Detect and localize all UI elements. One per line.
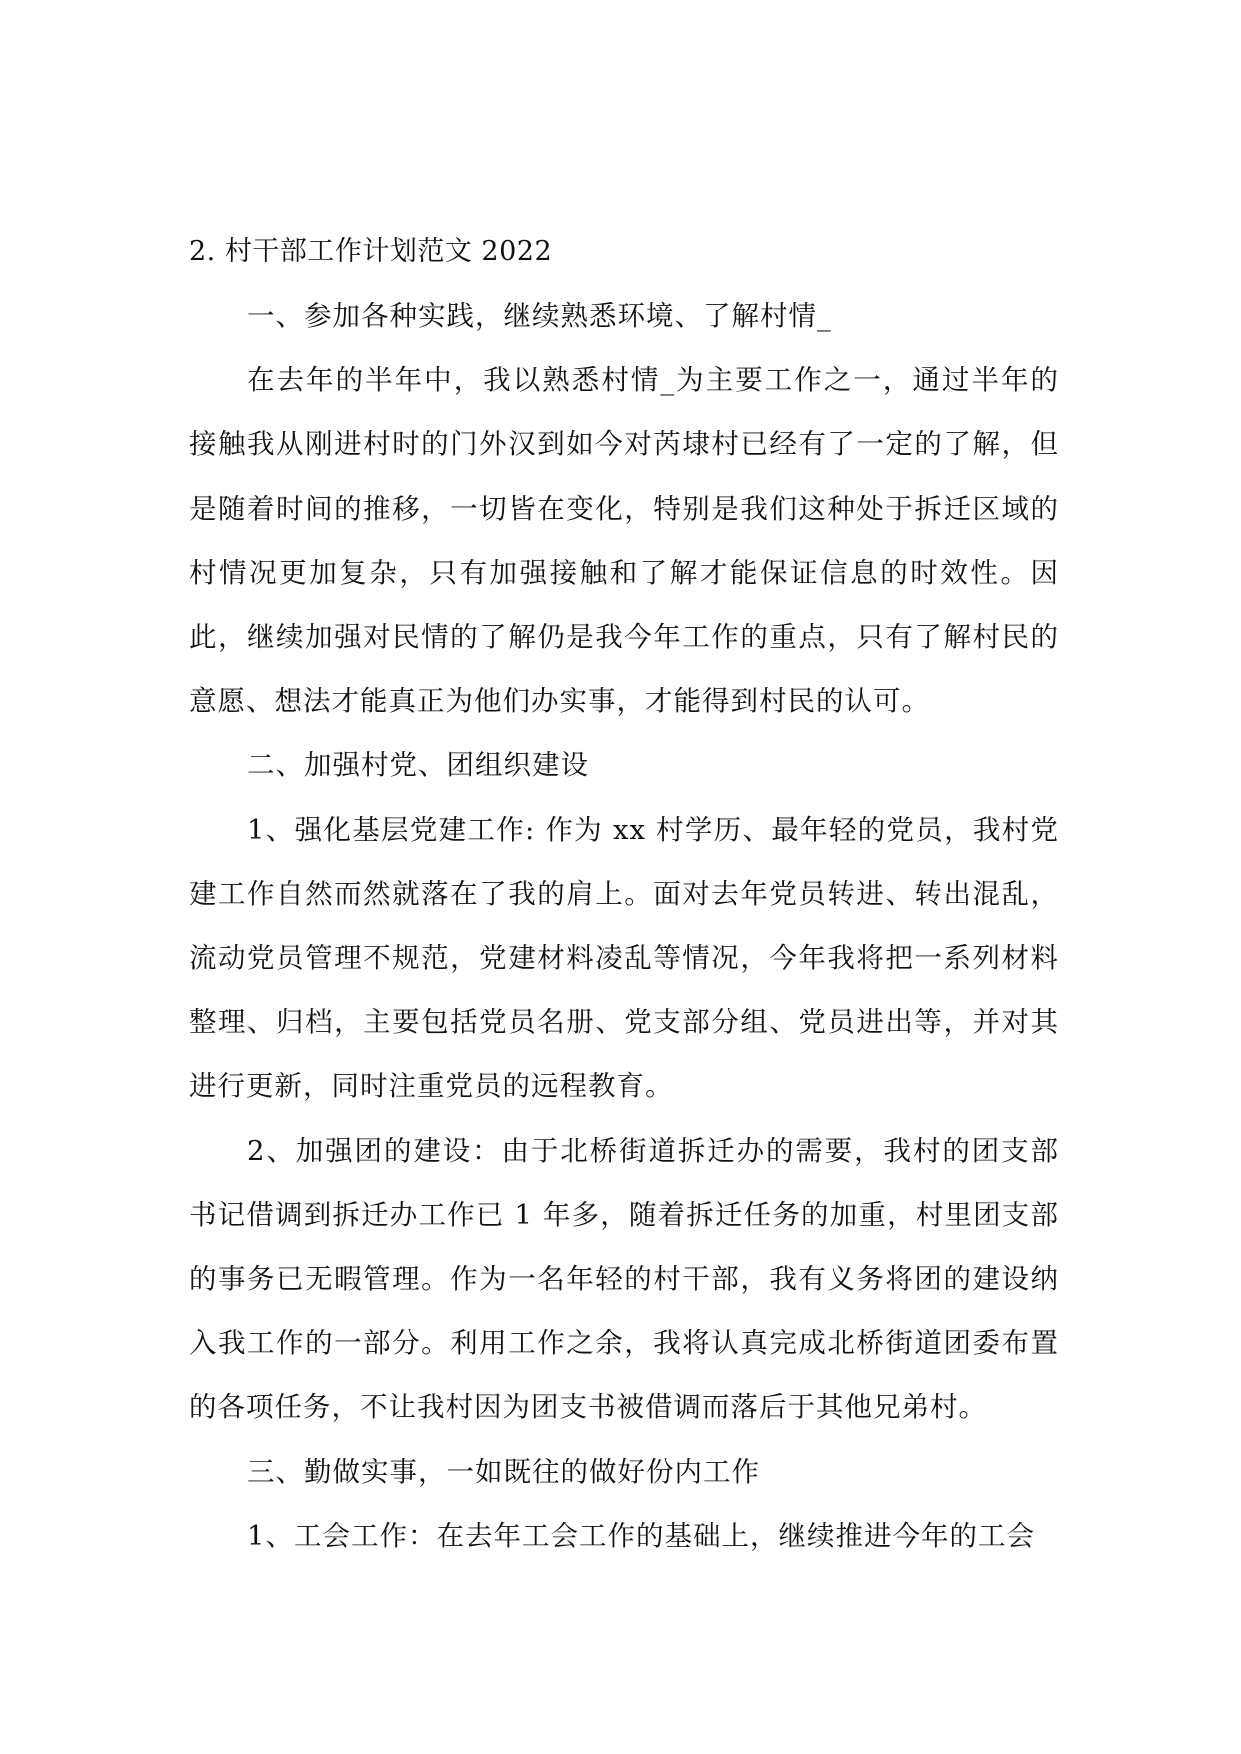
- document-content: [189, 220, 1059, 1568]
- section-heading-1: 一、参加各种实践，继续熟悉环境、了解村情_: [247, 300, 832, 332]
- paragraph-2-1: 1、强化基层党建工作: 作为 xx 村学历、最年轻的党员，我村党建工作自然而然就落在了我的肩上。面对去年党员转进、转出混乱，流动党员管理不规范，党建材料凌乱等情况，今年我将把一系列材料整理、归档，主要包括党员名册、党支部分组、党员进出等，并对其进行更新，同时注重党员的远程教育。: [189, 813, 1059, 1103]
- paragraph-1-1: 在去年的半年中，我以熟悉村情_为主要工作之一，通过半年的接触我从刚进村时的门外汉到如今对芮埭村已经有了一定的了解，但是随着时间的推移，一切皆在变化，特别是我们这种处于拆迁区域的村情况更加复杂，只有加强接触和了解才能保证信息的时效性。因此，继续加强对民情的了解仍是我今年工作的重点，只有了解村民的意愿、想法才能真正为他们办实事，才能得到村民的认可。: [189, 364, 1059, 718]
- paragraph-2-2: 2、加强团的建设：由于北桥街道拆迁办的需要，我村的团支部书记借调到拆迁办工作已 1 年多，随着拆迁任务的加重，村里团支部的事务已无暇管理。作为一名年轻的村干部，我有义务将团的建设纳入我工作的一部分。利用工作之余，我将认真完成北桥街道团委布置的各项任务，不让我村因为团支书被借调而落后于其他兄弟村。: [189, 1134, 1059, 1424]
- document-title: 2. 村干部工作计划范文 2022: [189, 236, 553, 267]
- paragraph-3-1: 1、工会工作：在去年工会工作的基础上，继续推进今年的工会: [247, 1519, 1035, 1552]
- section-heading-3: 三、勤做实事，一如既往的做好份内工作: [247, 1455, 760, 1488]
- section-heading-2: 二、加强村党、团组织建设: [247, 749, 589, 782]
